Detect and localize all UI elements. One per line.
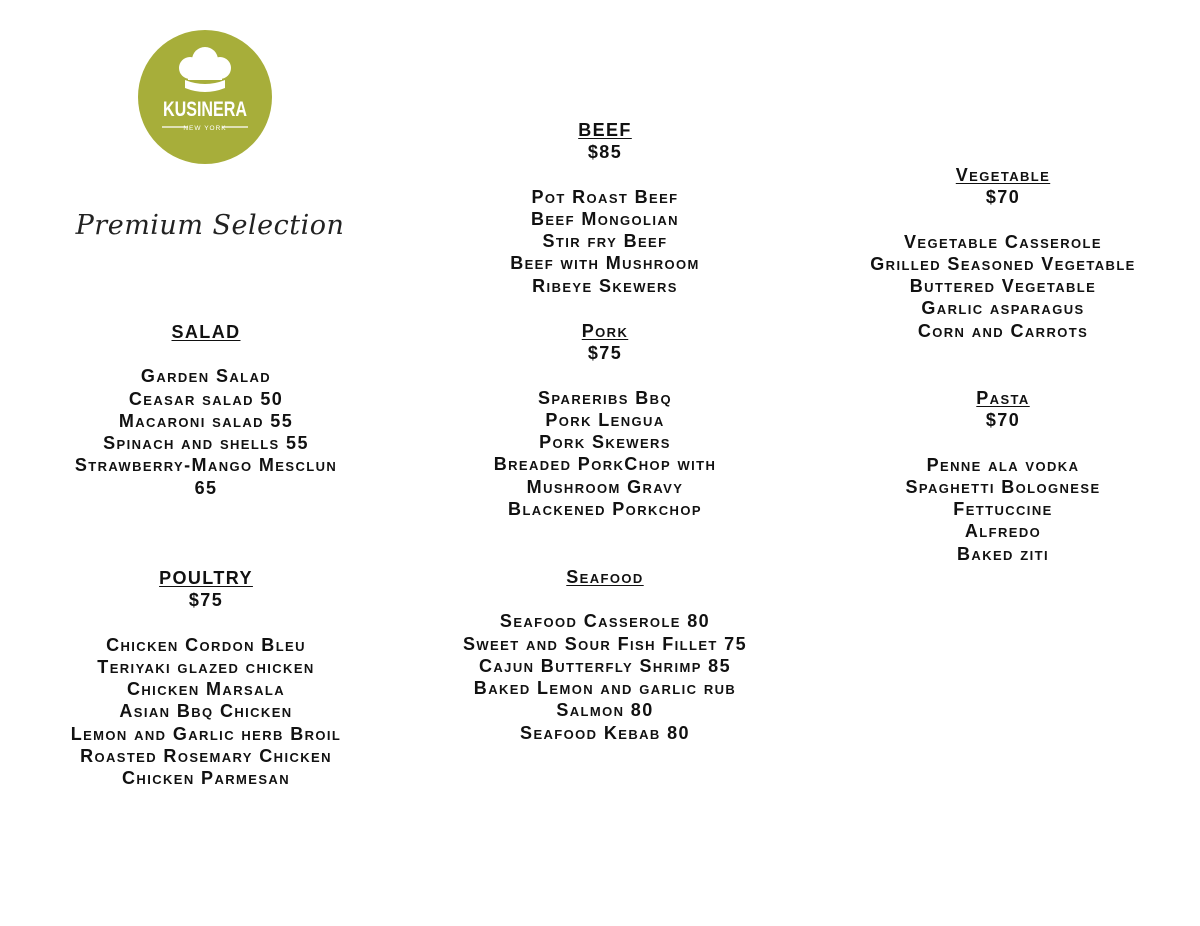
menu-item: Garden Salad	[140, 366, 272, 387]
poultry-section	[20, 567, 392, 790]
menu-item: Alfredo	[964, 521, 1042, 542]
menu-item: Grilled Seasoned Vegetable	[870, 253, 1136, 274]
menu-item: 65	[194, 477, 218, 498]
seafood-items	[420, 610, 790, 744]
beef-heading: BEEF	[578, 120, 632, 140]
poultry-items	[20, 634, 392, 790]
menu-item: Asian Bbq Chicken	[119, 701, 293, 722]
menu-item: Buttered Vegetable	[909, 276, 1097, 297]
logo-subtext: NEW YORK	[183, 125, 227, 132]
menu-item: Lemon and Garlic herb Broil	[70, 723, 342, 744]
tagline: Premium Selection	[75, 210, 345, 241]
menu-item: Pork Lengua	[545, 409, 665, 430]
kusinera-logo	[138, 30, 272, 164]
menu-item: Sweet and Sour Fish Fillet 75	[462, 633, 747, 654]
menu-item: Seafood Casserole 80	[499, 611, 711, 632]
menu-item: Spinach and shells 55	[103, 433, 309, 454]
menu-item: Stir fry Beef	[542, 231, 668, 252]
pork-price: $75	[587, 343, 623, 364]
menu-item: Ceasar salad 50	[128, 388, 284, 409]
seafood-heading: Seafood	[566, 567, 644, 587]
salad-section	[20, 321, 392, 499]
menu-item: Vegetable Casserole	[904, 231, 1102, 252]
menu-item: Fettuccine	[953, 499, 1053, 520]
menu-item: Chicken Marsala	[127, 679, 285, 700]
menu-item: Baked Lemon and garlic rub	[473, 678, 737, 699]
pasta-price: $70	[985, 410, 1021, 431]
menu-item: Beef with Mushroom	[510, 253, 700, 274]
poultry-heading: POULTRY	[159, 568, 253, 588]
beef-items	[420, 186, 790, 297]
menu-item: Breaded PorkChop with	[493, 454, 717, 475]
vegetable-items	[818, 231, 1188, 342]
menu-item: Seafood Kebab 80	[520, 722, 690, 743]
seafood-section	[420, 566, 790, 744]
chef-hat-icon	[138, 30, 272, 164]
pork-section	[420, 320, 790, 520]
beef-section	[420, 119, 790, 297]
menu-item: Corn and Carrots	[917, 320, 1089, 341]
vegetable-heading: Vegetable	[955, 165, 1051, 185]
menu-item: Chicken Cordon Bleu	[106, 634, 306, 655]
menu-item: Garlic asparagus	[921, 298, 1085, 319]
menu-item: Macaroni salad 55	[118, 410, 294, 431]
salad-heading: SALAD	[171, 322, 241, 342]
menu-item: Spaghetti Bolognese	[905, 476, 1101, 497]
poultry-price: $75	[188, 590, 224, 611]
menu-item: Mushroom Gravy	[526, 476, 684, 497]
menu-item: Spareribs Bbq	[538, 387, 672, 408]
menu-item: Chicken Parmesan	[122, 768, 290, 789]
beef-price: $85	[587, 142, 623, 163]
vegetable-price: $70	[985, 187, 1021, 208]
menu-item: Penne ala vodka	[926, 454, 1080, 475]
menu-item: Pot Roast Beef	[531, 186, 679, 207]
logo-text: KUSINERA	[163, 98, 247, 121]
menu-item: Ribeye Skewers	[532, 275, 678, 296]
pasta-section	[818, 387, 1188, 565]
pasta-items	[818, 454, 1188, 565]
menu-item: Strawberry-Mango Mesclun	[74, 455, 338, 476]
menu-item: Teriyaki glazed chicken	[97, 656, 315, 677]
vegetable-section	[818, 164, 1188, 342]
menu-item: Baked ziti	[957, 543, 1049, 564]
menu-item: Pork Skewers	[539, 432, 671, 453]
menu-item: Cajun Butterfly Shrimp 85	[479, 655, 731, 676]
menu-item: Roasted Rosemary Chicken	[80, 746, 332, 767]
menu-item: Beef Mongolian	[531, 208, 679, 229]
salad-items	[20, 365, 392, 499]
menu-item: Blackened Porkchop	[508, 499, 702, 520]
pork-heading: Pork	[581, 321, 629, 341]
pasta-heading: Pasta	[976, 388, 1030, 408]
pork-items	[420, 387, 790, 521]
menu-item: Salmon 80	[556, 700, 654, 721]
